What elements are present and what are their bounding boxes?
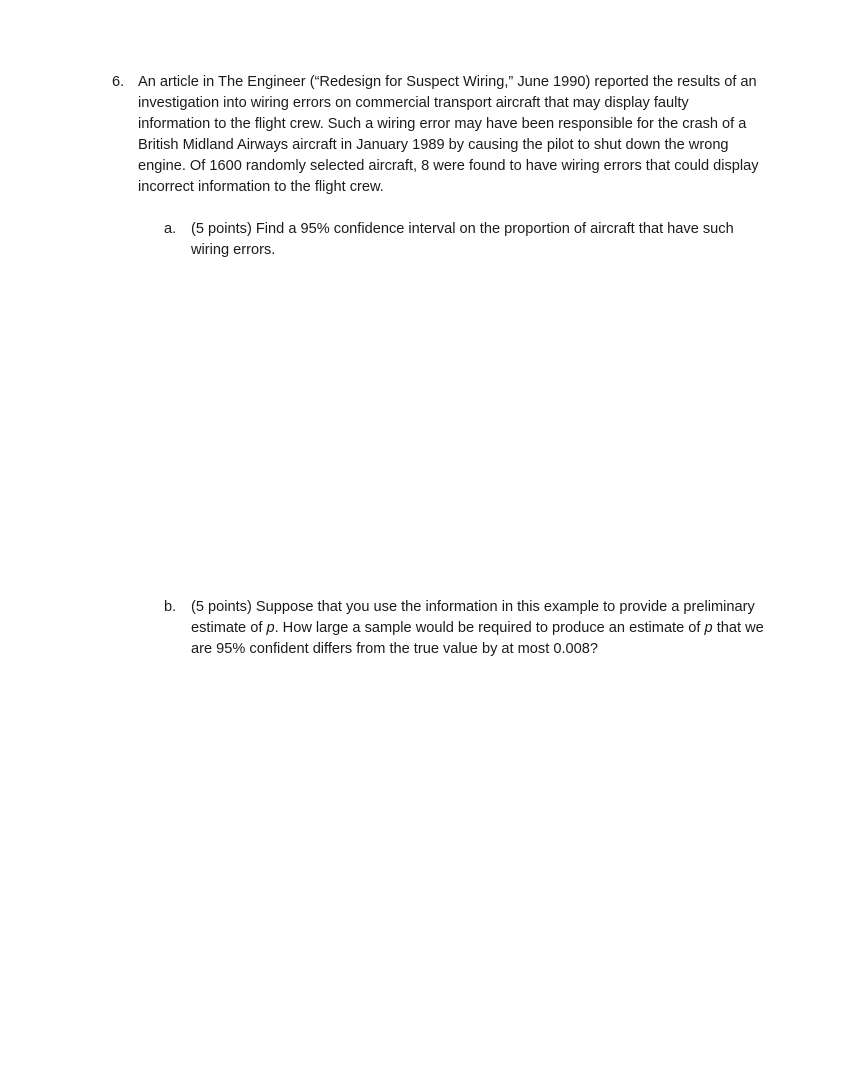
part-b-text-2: . How large a sample would be required to produce an estimate of — [274, 620, 705, 636]
part-a-text: (5 points) Find a 95% confidence interval on the proportion of aircraft that have such wiring errors. — [191, 221, 734, 258]
part-a — [164, 219, 774, 261]
question-number: 6. — [112, 74, 125, 90]
variable-p-2: p — [704, 620, 713, 636]
part-b-text-3: that we are 95% confident differs from the true value by at most 0.008? — [191, 620, 764, 657]
question-6 — [112, 72, 772, 198]
question-text: An article in The Engineer (“Redesign for Suspect Wiring,” June 1990) reported the results of an investigation into wiring errors on commercial transport aircraft that may display faulty information to the flight crew. Such a wiring error may have been responsible for the crash of a British Midland Airways aircraft in January 1989 by causing the pilot to shut down the wrong engine. Of 1600 randomly selected aircraft, 8 were found to have wiring errors that could display incorrect information to the flight crew. — [138, 74, 759, 195]
part-b-text-1: (5 points) Suppose that you use the information in this example to provide a preliminary estimate of — [191, 599, 755, 636]
part-b-text — [191, 597, 771, 660]
variable-p-1: p — [266, 620, 275, 636]
part-b — [164, 597, 774, 660]
part-b-letter: b. — [164, 599, 177, 615]
part-a-letter: a. — [164, 221, 177, 237]
